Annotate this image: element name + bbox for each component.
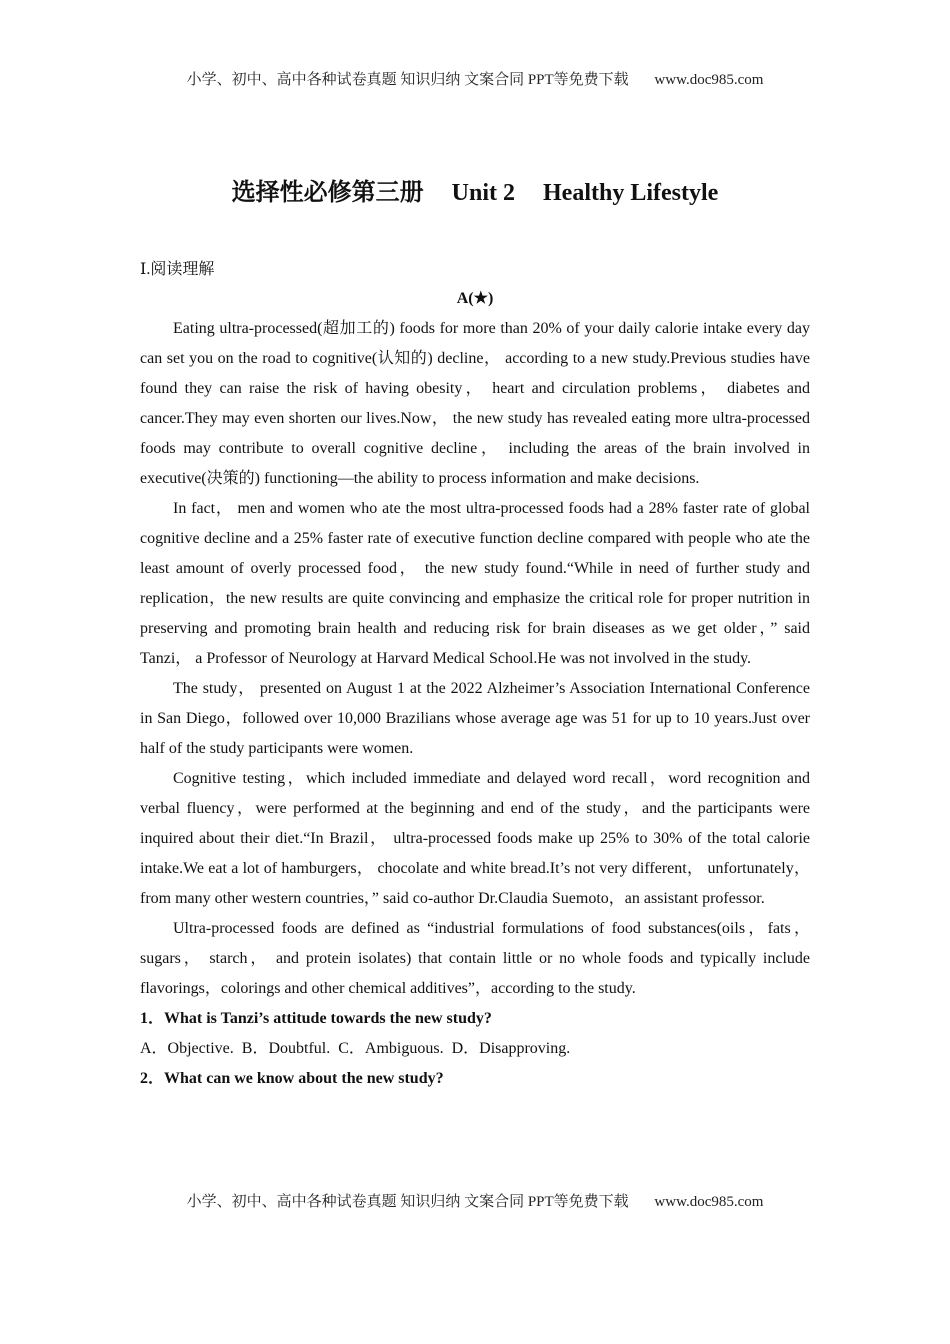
- passage-label: A(★): [456, 290, 494, 307]
- passage-body: [140, 314, 810, 1094]
- question-stem: 1．What is Tanzi’s attitude towards the new study?: [140, 1010, 492, 1027]
- title-unit: Unit 2: [451, 180, 516, 206]
- header-site-link[interactable]: www.doc985.com: [654, 72, 764, 88]
- option-b: B．Doubtful.: [241, 1040, 331, 1057]
- footer-site-link[interactable]: www.doc985.com: [654, 1194, 764, 1210]
- title-book: 选择性必修第三册: [231, 180, 424, 206]
- header-text: 小学、初中、高中各种试卷真题 知识归纳 文案合同 PPT等免费下载: [186, 72, 629, 88]
- page-footer: [0, 1190, 950, 1211]
- option-a: A．Objective.: [140, 1040, 234, 1057]
- page-header: [0, 68, 950, 89]
- question-stem: 2．What can we know about the new study?: [140, 1070, 444, 1087]
- option-d: D．Disapproving.: [451, 1040, 571, 1057]
- section-heading: Ⅰ.阅读理解: [140, 261, 215, 278]
- title-topic: Healthy Lifestyle: [543, 180, 719, 206]
- paragraph: The study， presented on August 1 at the 2022 Alzheimer’s Association International Conference in San Diego，followed over 10,000 Brazilians whose average age was 51 for up to 10 years.Just over half of the study participants were women.: [140, 680, 810, 757]
- paragraph: Eating ultra-processed(超加工的) foods for more than 20% of your daily calorie intake every day can set you on the road to cognitive(认知的) decline， according to a new study.Previous studies have found they can raise the risk of having obesity， heart and circulation problems， diabetes and cancer.They may even shorten our lives.Now， the new study has revealed eating more ultra-processed foods may contribute to overall cognitive decline， including the areas of the brain involved in executive(决策的) functioning—the ability to process information and make decisions.: [140, 320, 810, 487]
- footer-text: 小学、初中、高中各种试卷真题 知识归纳 文案合同 PPT等免费下载: [186, 1194, 629, 1210]
- document-title: [0, 172, 950, 207]
- paragraph: Ultra-processed foods are defined as “industrial formulations of food substances(oils，fats， sugars， starch， and protein isolates) that contain little or no whole foods and typically include flavorings，colorings and other chemical additives”，according to the study.: [140, 920, 810, 997]
- paragraph: In fact， men and women who ate the most ultra-processed foods had a 28% faster rate of global cognitive decline and a 25% faster rate of executive function decline compared with people who ate the least amount of overly processed food， the new study found.“While in need of further study and replication，the new results are quite convincing and emphasize the critical role for proper nutrition in preserving and promoting brain health and reducing risk for brain diseases as we get older，” said Tanzi， a Professor of Neurology at Harvard Medical School.He was not involved in the study.: [140, 500, 810, 667]
- paragraph: Cognitive testing，which included immediate and delayed word recall，word recognition and verbal fluency，were performed at the beginning and end of the study，and the participants were inquired about their diet.“In Brazil， ultra-processed foods make up 25% to 30% of the total calorie intake.We eat a lot of hamburgers， chocolate and white bread.It’s not very different， unfortunately，from many other western countries，” said co-author Dr.Claudia Suemoto，an assistant professor.: [140, 770, 810, 907]
- question-options: [140, 1034, 810, 1064]
- option-c: C．Ambiguous.: [338, 1040, 444, 1057]
